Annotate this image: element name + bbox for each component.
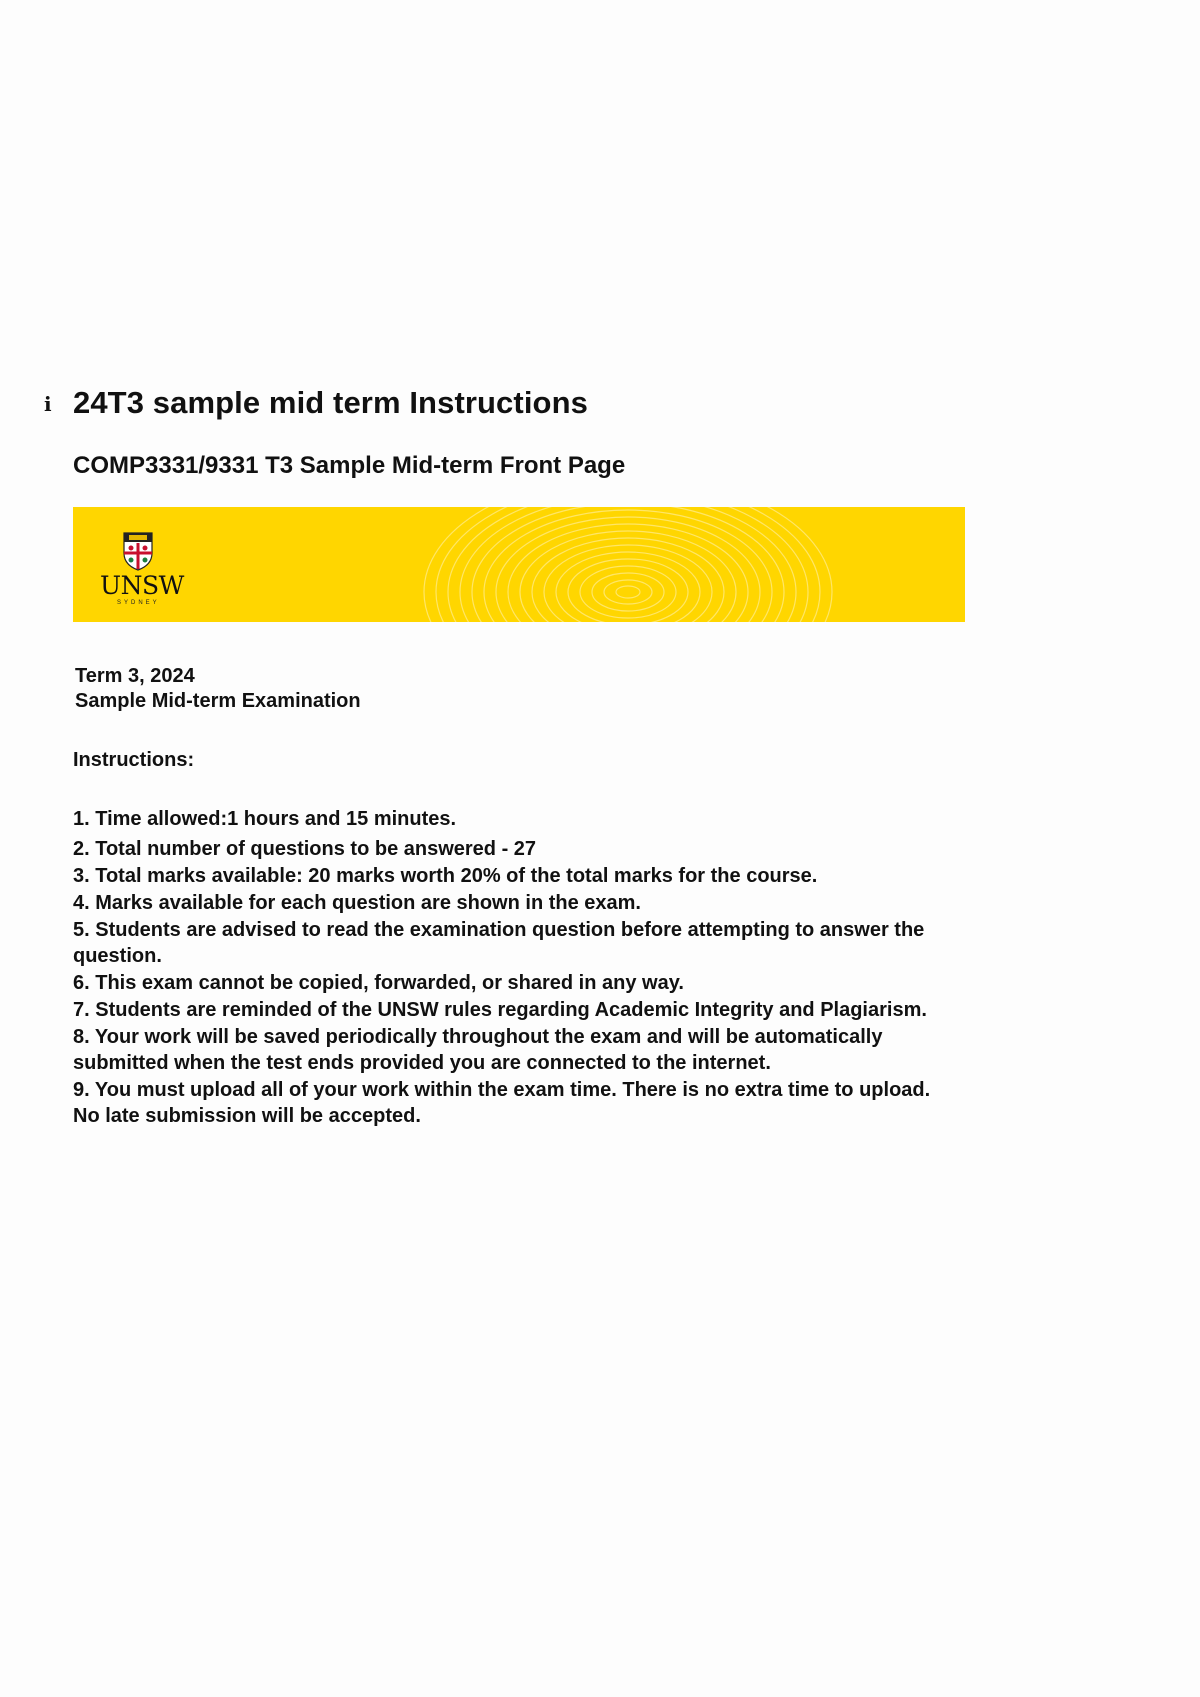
unsw-logo-subtext: SYDNEY [117,600,160,606]
exam-term-block [75,664,361,714]
unsw-logo-text: UNSW [100,571,184,600]
unsw-crest-icon [122,531,154,571]
instruction-item: 7. Students are reminded of the UNSW rules regarding Academic Integrity and Plagiarism. [73,999,927,1021]
instructions-heading: Instructions: [73,749,195,771]
instruction-item: 5. Students are advised to read the examination question before attempting to answer the question. [73,919,925,967]
instruction-item: 2. Total number of questions to be answered - 27 [73,838,537,860]
fingerprint-rings-decoration [73,507,965,622]
instruction-item: 8. Your work will be saved periodically throughout the exam and will be automatically submitted when the test ends provided you are connected to the internet. [73,1026,883,1074]
page-title: 24T3 sample mid term Instructions [73,385,588,420]
exam-term: Term 3, 2024 [75,665,195,687]
unsw-banner [73,507,965,622]
instruction-item: 9. You must upload all of your work within the exam time. There is no extra time to upload. No late submission will be accepted. [73,1079,931,1127]
instruction-item: 1. Time allowed:1 hours and 15 minutes. [73,808,457,830]
instruction-item: 4. Marks available for each question are shown in the exam. [73,892,641,914]
instruction-item: 3. Total marks available: 20 marks worth 20% of the total marks for the course. [73,865,818,887]
instruction-item: 6. This exam cannot be copied, forwarded, or shared in any way. [73,972,684,994]
instructions-list [73,802,953,1130]
exam-name: Sample Mid-term Examination [75,690,361,712]
page-subtitle: COMP3331/9331 T3 Sample Mid-term Front Page [73,452,626,479]
info-icon: i [44,392,52,416]
